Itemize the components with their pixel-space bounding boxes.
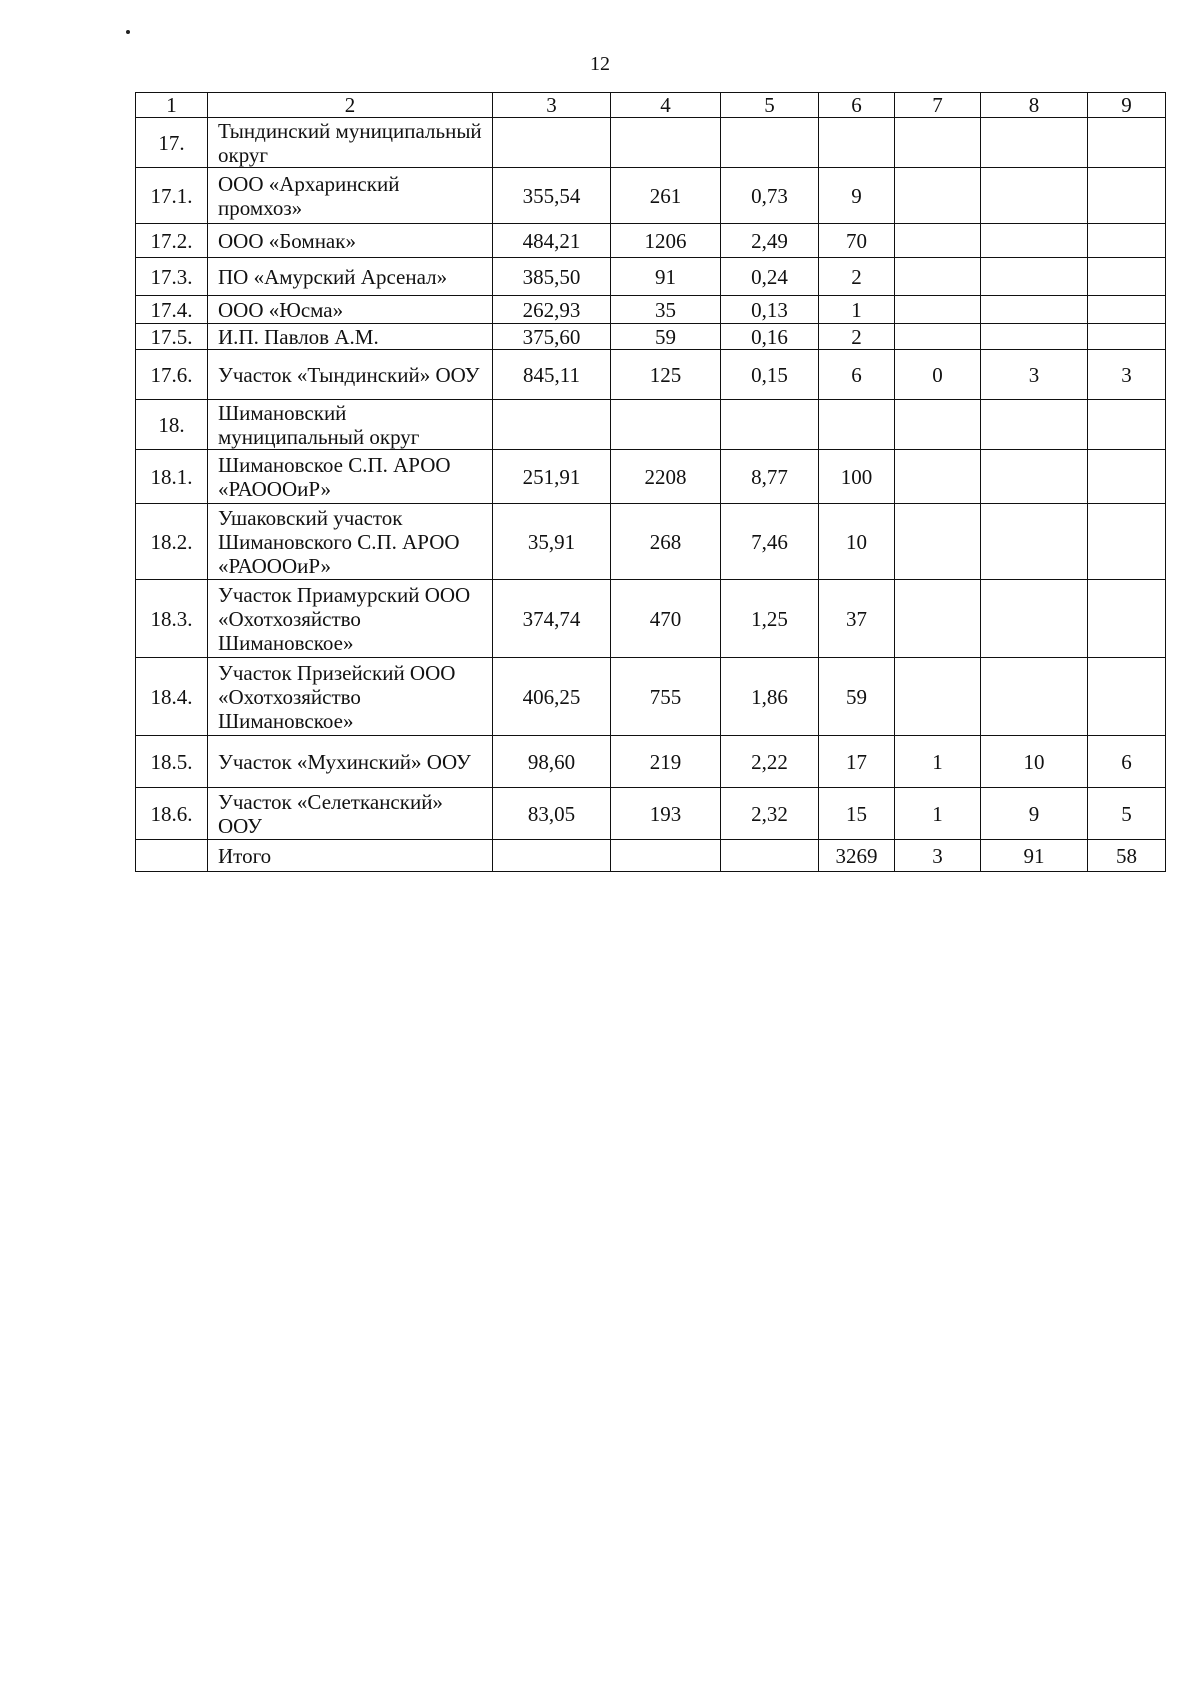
column-header: 3 bbox=[493, 93, 611, 118]
cell-col5: 2,22 bbox=[721, 736, 819, 788]
row-number: 18.1. bbox=[136, 450, 208, 504]
cell-col9 bbox=[1088, 258, 1166, 296]
cell-col4 bbox=[611, 840, 721, 872]
cell-col6: 9 bbox=[819, 168, 895, 224]
cell-col5 bbox=[721, 118, 819, 168]
row-number: 18.6. bbox=[136, 788, 208, 840]
table-row bbox=[136, 450, 1166, 504]
page-number: 12 bbox=[590, 53, 610, 75]
table-row bbox=[136, 580, 1166, 658]
cell-col7 bbox=[895, 504, 981, 580]
cell-col5: 1,25 bbox=[721, 580, 819, 658]
cell-col3: 374,74 bbox=[493, 580, 611, 658]
column-header: 4 bbox=[611, 93, 721, 118]
cell-col4: 1206 bbox=[611, 224, 721, 258]
cell-col6: 6 bbox=[819, 350, 895, 400]
cell-col7: 3 bbox=[895, 840, 981, 872]
cell-col8 bbox=[981, 504, 1088, 580]
row-name: Участок «Селетканский» ООУ bbox=[208, 788, 493, 840]
cell-col4: 91 bbox=[611, 258, 721, 296]
cell-col6 bbox=[819, 118, 895, 168]
cell-col8: 3 bbox=[981, 350, 1088, 400]
table-row bbox=[136, 658, 1166, 736]
cell-col9 bbox=[1088, 118, 1166, 168]
cell-col8: 9 bbox=[981, 788, 1088, 840]
table-row bbox=[136, 296, 1166, 324]
cell-col6: 100 bbox=[819, 450, 895, 504]
cell-col3: 406,25 bbox=[493, 658, 611, 736]
cell-col3: 375,60 bbox=[493, 324, 611, 350]
table-row bbox=[136, 350, 1166, 400]
cell-col6: 70 bbox=[819, 224, 895, 258]
row-name: Участок Призейский ООО «Охотхозяйство Шимановское» bbox=[208, 658, 493, 736]
cell-col5: 7,46 bbox=[721, 504, 819, 580]
cell-col3: 251,91 bbox=[493, 450, 611, 504]
table-header-row bbox=[136, 93, 1166, 118]
cell-col5: 1,86 bbox=[721, 658, 819, 736]
column-header: 8 bbox=[981, 93, 1088, 118]
cell-col7 bbox=[895, 400, 981, 450]
cell-col8: 91 bbox=[981, 840, 1088, 872]
cell-col6: 3269 bbox=[819, 840, 895, 872]
cell-col4: 470 bbox=[611, 580, 721, 658]
cell-col8 bbox=[981, 258, 1088, 296]
cell-col7: 1 bbox=[895, 788, 981, 840]
row-number: 17. bbox=[136, 118, 208, 168]
cell-col3: 98,60 bbox=[493, 736, 611, 788]
row-name: Итого bbox=[208, 840, 493, 872]
column-header: 2 bbox=[208, 93, 493, 118]
row-name: Участок «Мухинский» ООУ bbox=[208, 736, 493, 788]
row-name: ООО «Архаринский промхоз» bbox=[208, 168, 493, 224]
cell-col7 bbox=[895, 658, 981, 736]
cell-col6 bbox=[819, 400, 895, 450]
data-table bbox=[135, 92, 1166, 872]
cell-col3 bbox=[493, 118, 611, 168]
cell-col3: 845,11 bbox=[493, 350, 611, 400]
cell-col8: 10 bbox=[981, 736, 1088, 788]
cell-col6: 10 bbox=[819, 504, 895, 580]
cell-col4: 193 bbox=[611, 788, 721, 840]
cell-col7 bbox=[895, 324, 981, 350]
column-header: 6 bbox=[819, 93, 895, 118]
cell-col5: 0,73 bbox=[721, 168, 819, 224]
cell-col5: 2,32 bbox=[721, 788, 819, 840]
cell-col9 bbox=[1088, 580, 1166, 658]
cell-col5: 0,15 bbox=[721, 350, 819, 400]
cell-col3 bbox=[493, 400, 611, 450]
row-name: Участок «Тындинский» ООУ bbox=[208, 350, 493, 400]
cell-col4: 35 bbox=[611, 296, 721, 324]
row-number: 18.2. bbox=[136, 504, 208, 580]
scan-mark bbox=[126, 30, 130, 34]
cell-col5 bbox=[721, 840, 819, 872]
cell-col8 bbox=[981, 224, 1088, 258]
cell-col9 bbox=[1088, 296, 1166, 324]
cell-col4: 59 bbox=[611, 324, 721, 350]
cell-col8 bbox=[981, 658, 1088, 736]
cell-col8 bbox=[981, 580, 1088, 658]
cell-col8 bbox=[981, 400, 1088, 450]
cell-col6: 17 bbox=[819, 736, 895, 788]
cell-col7: 1 bbox=[895, 736, 981, 788]
cell-col3: 355,54 bbox=[493, 168, 611, 224]
cell-col3: 385,50 bbox=[493, 258, 611, 296]
cell-col5: 0,16 bbox=[721, 324, 819, 350]
table-row bbox=[136, 400, 1166, 450]
cell-col7 bbox=[895, 118, 981, 168]
cell-col7: 0 bbox=[895, 350, 981, 400]
row-number: 18.4. bbox=[136, 658, 208, 736]
cell-col9: 3 bbox=[1088, 350, 1166, 400]
cell-col7 bbox=[895, 450, 981, 504]
row-number: 18.3. bbox=[136, 580, 208, 658]
cell-col4: 219 bbox=[611, 736, 721, 788]
cell-col8 bbox=[981, 118, 1088, 168]
cell-col4: 2208 bbox=[611, 450, 721, 504]
cell-col4: 755 bbox=[611, 658, 721, 736]
table-row bbox=[136, 168, 1166, 224]
cell-col3: 262,93 bbox=[493, 296, 611, 324]
cell-col5: 2,49 bbox=[721, 224, 819, 258]
row-name: ООО «Бомнак» bbox=[208, 224, 493, 258]
cell-col9 bbox=[1088, 658, 1166, 736]
row-name: И.П. Павлов А.М. bbox=[208, 324, 493, 350]
cell-col7 bbox=[895, 296, 981, 324]
row-number: 17.2. bbox=[136, 224, 208, 258]
cell-col6: 37 bbox=[819, 580, 895, 658]
cell-col9: 58 bbox=[1088, 840, 1166, 872]
cell-col6: 2 bbox=[819, 258, 895, 296]
row-number: 18.5. bbox=[136, 736, 208, 788]
cell-col6: 15 bbox=[819, 788, 895, 840]
row-name: Шимановское С.П. АРОО «РАОООиР» bbox=[208, 450, 493, 504]
table-row bbox=[136, 788, 1166, 840]
cell-col8 bbox=[981, 324, 1088, 350]
row-number: 17.3. bbox=[136, 258, 208, 296]
cell-col3: 35,91 bbox=[493, 504, 611, 580]
cell-col4: 261 bbox=[611, 168, 721, 224]
cell-col9 bbox=[1088, 400, 1166, 450]
row-name: Тындинский муниципальный округ bbox=[208, 118, 493, 168]
column-header: 1 bbox=[136, 93, 208, 118]
table-row bbox=[136, 224, 1166, 258]
row-number: 17.4. bbox=[136, 296, 208, 324]
cell-col6: 59 bbox=[819, 658, 895, 736]
cell-col8 bbox=[981, 168, 1088, 224]
cell-col5: 8,77 bbox=[721, 450, 819, 504]
cell-col8 bbox=[981, 296, 1088, 324]
cell-col9: 5 bbox=[1088, 788, 1166, 840]
cell-col4: 125 bbox=[611, 350, 721, 400]
table-row bbox=[136, 258, 1166, 296]
column-header: 7 bbox=[895, 93, 981, 118]
table-row bbox=[136, 736, 1166, 788]
cell-col7 bbox=[895, 224, 981, 258]
cell-col7 bbox=[895, 258, 981, 296]
cell-col5: 0,24 bbox=[721, 258, 819, 296]
cell-col9 bbox=[1088, 450, 1166, 504]
cell-col8 bbox=[981, 450, 1088, 504]
row-number: 17.6. bbox=[136, 350, 208, 400]
cell-col4: 268 bbox=[611, 504, 721, 580]
cell-col9 bbox=[1088, 224, 1166, 258]
row-number: 17.5. bbox=[136, 324, 208, 350]
row-name: Ушаковский участок Шимановского С.П. АРОО «РАОООиР» bbox=[208, 504, 493, 580]
column-header: 5 bbox=[721, 93, 819, 118]
cell-col5: 0,13 bbox=[721, 296, 819, 324]
table-total-row bbox=[136, 840, 1166, 872]
row-number bbox=[136, 840, 208, 872]
cell-col9: 6 bbox=[1088, 736, 1166, 788]
row-name: Участок Приамурский ООО «Охотхозяйство Шимановское» bbox=[208, 580, 493, 658]
cell-col7 bbox=[895, 168, 981, 224]
cell-col6: 1 bbox=[819, 296, 895, 324]
cell-col4 bbox=[611, 118, 721, 168]
cell-col9 bbox=[1088, 168, 1166, 224]
row-name: Шимановский муниципальный округ bbox=[208, 400, 493, 450]
cell-col3: 484,21 bbox=[493, 224, 611, 258]
row-number: 18. bbox=[136, 400, 208, 450]
row-name: ПО «Амурский Арсенал» bbox=[208, 258, 493, 296]
cell-col9 bbox=[1088, 504, 1166, 580]
row-number: 17.1. bbox=[136, 168, 208, 224]
table-row bbox=[136, 504, 1166, 580]
table-row bbox=[136, 118, 1166, 168]
cell-col3 bbox=[493, 840, 611, 872]
cell-col9 bbox=[1088, 324, 1166, 350]
cell-col5 bbox=[721, 400, 819, 450]
cell-col6: 2 bbox=[819, 324, 895, 350]
table-row bbox=[136, 324, 1166, 350]
column-header: 9 bbox=[1088, 93, 1166, 118]
cell-col7 bbox=[895, 580, 981, 658]
cell-col4 bbox=[611, 400, 721, 450]
cell-col3: 83,05 bbox=[493, 788, 611, 840]
row-name: ООО «Юсма» bbox=[208, 296, 493, 324]
